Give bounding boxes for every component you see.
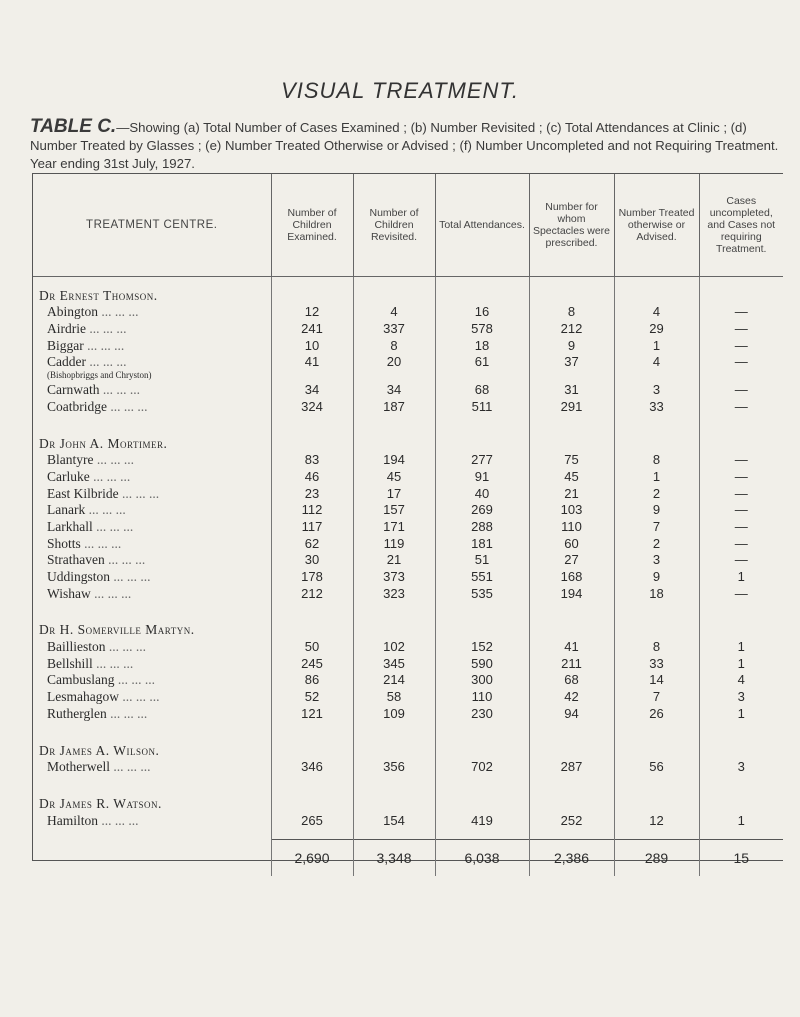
table-row <box>33 759 783 776</box>
table-caption <box>30 118 780 173</box>
dot-leader: ... ... ... <box>98 304 139 320</box>
value-cell: 269 <box>435 502 529 519</box>
value-cell: 9 <box>614 502 699 519</box>
spacer-row <box>33 722 783 742</box>
value-cell: 20 <box>353 354 435 371</box>
value-cell: 33 <box>614 398 699 415</box>
value-cell: 21 <box>529 485 614 502</box>
doctor-name: Dr James A. Wilson. <box>33 742 271 759</box>
centre-name: East Kilbride <box>47 485 119 501</box>
dot-leader: ... ... ... <box>107 398 148 414</box>
dot-leader: ... ... ... <box>85 354 127 370</box>
value-cell: 34 <box>271 381 353 398</box>
dot-leader: ... ... ... <box>83 337 125 353</box>
value-cell: — <box>734 518 748 534</box>
centre-cell <box>33 672 271 689</box>
value-cell: 590 <box>435 655 529 672</box>
value-cell: 3 <box>614 552 699 569</box>
value-cell: 16 <box>435 304 529 321</box>
value-cell: 1 <box>614 468 699 485</box>
centre-cell <box>33 688 271 705</box>
table-row <box>33 518 783 535</box>
value-cell: 241 <box>271 320 353 337</box>
value-cell: — <box>734 398 748 414</box>
value-cell: 103 <box>529 502 614 519</box>
value-cell: 535 <box>435 585 529 602</box>
doctor-name: Dr Ernest Thomson. <box>33 287 271 304</box>
centre-cell <box>33 337 271 354</box>
header-row <box>33 174 783 277</box>
value-cell: 121 <box>271 705 353 722</box>
value-cell: 83 <box>271 452 353 469</box>
value-cell: 68 <box>435 381 529 398</box>
value-cell: 2 <box>614 485 699 502</box>
table-row <box>33 655 783 672</box>
value-cell: 4 <box>614 304 699 321</box>
value-cell: 86 <box>271 672 353 689</box>
centre-cell <box>33 485 271 502</box>
value-cell: 18 <box>435 337 529 354</box>
centre-name: Hamilton <box>47 812 98 828</box>
value-cell: — <box>734 468 748 484</box>
value-cell: 14 <box>614 672 699 689</box>
table-row <box>33 320 783 337</box>
centre-cell <box>33 638 271 655</box>
value-cell: 1 <box>737 639 745 655</box>
centre-name: Bellshill <box>47 655 93 671</box>
value-cell: 17 <box>353 485 435 502</box>
total-cell: 289 <box>614 839 699 876</box>
value-cell: 323 <box>353 585 435 602</box>
table-row <box>33 354 783 371</box>
value-cell: 109 <box>353 705 435 722</box>
dot-leader: ... ... ... <box>110 569 151 584</box>
centre-cell <box>33 568 271 585</box>
value-cell: 181 <box>435 535 529 552</box>
value-cell: 178 <box>271 568 353 585</box>
value-cell: 75 <box>529 452 614 469</box>
column-header: Number Treated otherwise or Advised. <box>614 174 699 277</box>
value-cell: 41 <box>529 638 614 655</box>
value-cell: 171 <box>353 518 435 535</box>
centre-name: Carnwath <box>47 382 100 398</box>
value-cell: 230 <box>435 705 529 722</box>
centre-cell <box>33 585 271 602</box>
value-cell: 288 <box>435 518 529 535</box>
doctor-row <box>33 795 783 812</box>
spacer-row <box>33 602 783 622</box>
value-cell: 252 <box>529 812 614 829</box>
value-cell: 245 <box>271 655 353 672</box>
dot-leader: ... ... ... <box>80 535 122 551</box>
doctor-name: Dr James R. Watson. <box>33 795 271 812</box>
value-cell: 33 <box>614 655 699 672</box>
value-cell: 277 <box>435 452 529 469</box>
value-cell: 4 <box>614 354 699 371</box>
value-cell: 265 <box>271 812 353 829</box>
centre-cell <box>33 552 271 569</box>
centre-note: (Bishopbriggs and Chryston) <box>33 370 271 381</box>
value-cell: 1 <box>737 812 745 828</box>
value-cell: — <box>734 354 748 370</box>
value-cell: 4 <box>737 672 745 688</box>
centre-name: Cambuslang <box>47 672 115 688</box>
dot-leader: ... ... ... <box>110 759 151 775</box>
value-cell: 31 <box>529 381 614 398</box>
doctor-name: Dr H. Somerville Martyn. <box>33 622 271 639</box>
value-cell: 62 <box>271 535 353 552</box>
value-cell: 37 <box>529 354 614 371</box>
table-row <box>33 812 783 829</box>
table-row <box>33 304 783 321</box>
value-cell: 8 <box>529 304 614 321</box>
value-cell: 21 <box>353 552 435 569</box>
value-cell: 34 <box>353 381 435 398</box>
value-cell: 50 <box>271 638 353 655</box>
dot-leader: ... ... ... <box>92 655 134 671</box>
totals-row <box>33 839 783 876</box>
value-cell: 168 <box>529 568 614 585</box>
centre-cell <box>33 354 271 371</box>
value-cell: 345 <box>353 655 435 672</box>
centre-name: Blantyre <box>47 452 94 468</box>
centre-name: Larkhall <box>47 518 93 534</box>
centre-name: Motherwell <box>47 759 110 775</box>
table-row <box>33 502 783 519</box>
total-cell: 3,348 <box>353 839 435 876</box>
centre-name: Cadder <box>47 354 86 370</box>
centre-cell <box>33 705 271 722</box>
value-cell: 110 <box>435 688 529 705</box>
spacer-row <box>33 829 783 840</box>
value-cell: 61 <box>435 354 529 371</box>
centre-name: Lesmahagow <box>47 689 119 705</box>
centre-name: Rutherglen <box>47 705 107 721</box>
visual-treatment-table-frame <box>32 173 783 866</box>
centre-name: Abington <box>47 304 99 320</box>
value-cell: 29 <box>614 320 699 337</box>
value-cell: 324 <box>271 398 353 415</box>
value-cell: 7 <box>614 518 699 535</box>
dot-leader: ... ... ... <box>118 485 160 501</box>
centre-name: Baillieston <box>47 639 106 655</box>
visual-treatment-table <box>33 174 783 876</box>
value-cell: 30 <box>271 552 353 569</box>
value-cell: 194 <box>353 452 435 469</box>
value-cell: 578 <box>435 320 529 337</box>
table-row <box>33 688 783 705</box>
column-header: Number of Children Revisited. <box>353 174 435 277</box>
centre-cell <box>33 502 271 519</box>
value-cell: 214 <box>353 672 435 689</box>
dot-leader: ... ... ... <box>89 468 131 484</box>
value-cell: 212 <box>271 585 353 602</box>
value-cell: 3 <box>614 381 699 398</box>
value-cell: 52 <box>271 688 353 705</box>
value-cell: 356 <box>353 759 435 776</box>
dot-leader: ... ... ... <box>104 552 146 568</box>
value-cell: 8 <box>614 638 699 655</box>
value-cell: 10 <box>271 337 353 354</box>
value-cell: 3 <box>737 759 745 775</box>
table-row <box>33 638 783 655</box>
table-label: TABLE C. <box>30 116 117 137</box>
table-row <box>33 552 783 569</box>
value-cell: — <box>734 502 748 518</box>
value-cell: 300 <box>435 672 529 689</box>
value-cell: 46 <box>271 468 353 485</box>
table-row <box>33 585 783 602</box>
value-cell: 110 <box>529 518 614 535</box>
spacer-row <box>33 775 783 795</box>
value-cell: 194 <box>529 585 614 602</box>
centre-cell <box>33 452 271 469</box>
centre-name: Carluke <box>47 468 90 484</box>
centre-cell <box>33 759 271 776</box>
value-cell: 23 <box>271 485 353 502</box>
centre-name: Shotts <box>47 535 81 551</box>
caption-text: —Showing (a) Total Number of Cases Examined ; (b) Number Revisited ; (c) Total Attendances at Clinic ; (d) Number Treated by Glasses ; (e) Number Treated Otherwise or Advised ; (f) Number Uncompleted and not Requiring Treatment. Year ending 31st July, 1927. <box>30 120 779 171</box>
value-cell: — <box>734 321 748 337</box>
doctor-row <box>33 622 783 639</box>
table-row <box>33 468 783 485</box>
dot-leader: ... ... ... <box>105 639 146 655</box>
value-cell: — <box>734 382 748 398</box>
value-cell: 12 <box>614 812 699 829</box>
dot-leader: ... ... ... <box>98 812 139 828</box>
value-cell: 8 <box>353 337 435 354</box>
value-cell: 27 <box>529 552 614 569</box>
value-cell: 373 <box>353 568 435 585</box>
doctor-row <box>33 435 783 452</box>
doctor-name: Dr John A. Mortimer. <box>33 435 271 452</box>
value-cell: 102 <box>353 638 435 655</box>
column-header: Number of Children Examined. <box>271 174 353 277</box>
dot-leader: ... ... ... <box>85 321 127 337</box>
value-cell: 119 <box>353 535 435 552</box>
column-header: Cases uncompleted, and Cases not requiring Treatment. <box>699 174 783 277</box>
value-cell: 1 <box>737 569 745 584</box>
centre-name: Wishaw <box>47 585 91 601</box>
value-cell: 152 <box>435 638 529 655</box>
value-cell: 94 <box>529 705 614 722</box>
centre-cell <box>33 381 271 398</box>
note-row <box>33 370 783 381</box>
dot-leader: ... ... ... <box>85 502 126 518</box>
value-cell: 40 <box>435 485 529 502</box>
centre-name: Biggar <box>47 337 84 353</box>
total-cell: 15 <box>699 839 783 876</box>
value-cell: — <box>734 585 748 601</box>
centre-cell <box>33 398 271 415</box>
total-cell: 2,386 <box>529 839 614 876</box>
value-cell: 511 <box>435 398 529 415</box>
dot-leader: ... ... ... <box>92 518 134 534</box>
value-cell: 1 <box>737 655 745 671</box>
value-cell: 12 <box>271 304 353 321</box>
value-cell: 187 <box>353 398 435 415</box>
table-body <box>33 277 783 876</box>
value-cell: 51 <box>435 552 529 569</box>
value-cell: 157 <box>353 502 435 519</box>
dot-leader: ... ... ... <box>90 585 132 601</box>
value-cell: 68 <box>529 672 614 689</box>
value-cell: 211 <box>529 655 614 672</box>
value-cell: 117 <box>271 518 353 535</box>
table-row <box>33 705 783 722</box>
value-cell: 702 <box>435 759 529 776</box>
value-cell: — <box>734 337 748 353</box>
value-cell: 60 <box>529 535 614 552</box>
value-cell: 41 <box>271 354 353 371</box>
centre-cell <box>33 812 271 829</box>
table-row <box>33 337 783 354</box>
value-cell: 45 <box>353 468 435 485</box>
spacer-row <box>33 415 783 435</box>
value-cell: 291 <box>529 398 614 415</box>
value-cell: — <box>734 304 748 320</box>
centre-cell <box>33 304 271 321</box>
total-cell: 2,690 <box>271 839 353 876</box>
value-cell: 154 <box>353 812 435 829</box>
centre-cell <box>33 468 271 485</box>
value-cell: 58 <box>353 688 435 705</box>
value-cell: — <box>734 552 748 568</box>
value-cell: 551 <box>435 568 529 585</box>
dot-leader: ... ... ... <box>99 382 140 398</box>
value-cell: 419 <box>435 812 529 829</box>
table-row <box>33 672 783 689</box>
value-cell: 91 <box>435 468 529 485</box>
table-row <box>33 568 783 585</box>
value-cell: 212 <box>529 320 614 337</box>
doctor-row <box>33 287 783 304</box>
spacer-row <box>33 277 783 288</box>
value-cell: 3 <box>737 689 745 705</box>
value-cell: 56 <box>614 759 699 776</box>
value-cell: 9 <box>614 568 699 585</box>
dot-leader: ... ... ... <box>118 689 160 705</box>
value-cell: 8 <box>614 452 699 469</box>
centre-cell <box>33 655 271 672</box>
value-cell: 112 <box>271 502 353 519</box>
value-cell: 7 <box>614 688 699 705</box>
value-cell: 287 <box>529 759 614 776</box>
value-cell: 337 <box>353 320 435 337</box>
dot-leader: ... ... ... <box>114 672 155 688</box>
table-row <box>33 485 783 502</box>
column-header: Total Attendances. <box>435 174 529 277</box>
centre-cell <box>33 518 271 535</box>
table-row <box>33 398 783 415</box>
table-row <box>33 535 783 552</box>
value-cell: 2 <box>614 535 699 552</box>
dot-leader: ... ... ... <box>106 705 148 721</box>
total-cell: 6,038 <box>435 839 529 876</box>
column-header: TREATMENT CENTRE. <box>33 174 271 277</box>
value-cell: 26 <box>614 705 699 722</box>
value-cell: 4 <box>353 304 435 321</box>
centre-cell <box>33 535 271 552</box>
doctor-row <box>33 742 783 759</box>
value-cell: — <box>734 485 748 501</box>
dot-leader: ... ... ... <box>93 452 134 468</box>
column-header: Number for whom Spectacles were prescribed. <box>529 174 614 277</box>
value-cell: 42 <box>529 688 614 705</box>
value-cell: 45 <box>529 468 614 485</box>
table-row <box>33 381 783 398</box>
value-cell: 1 <box>614 337 699 354</box>
centre-name: Uddingston <box>47 569 111 584</box>
page-heading: VISUAL TREATMENT. <box>281 78 519 103</box>
centre-name: Coatbridge <box>47 398 107 414</box>
value-cell: 9 <box>529 337 614 354</box>
centre-name: Lanark <box>47 502 86 518</box>
centre-cell <box>33 320 271 337</box>
value-cell: — <box>734 535 748 551</box>
centre-name: Strathaven <box>47 552 105 568</box>
value-cell: 18 <box>614 585 699 602</box>
table-row <box>33 452 783 469</box>
centre-name: Airdrie <box>47 321 86 337</box>
value-cell: — <box>734 452 748 468</box>
value-cell: 346 <box>271 759 353 776</box>
value-cell: 1 <box>737 705 745 721</box>
